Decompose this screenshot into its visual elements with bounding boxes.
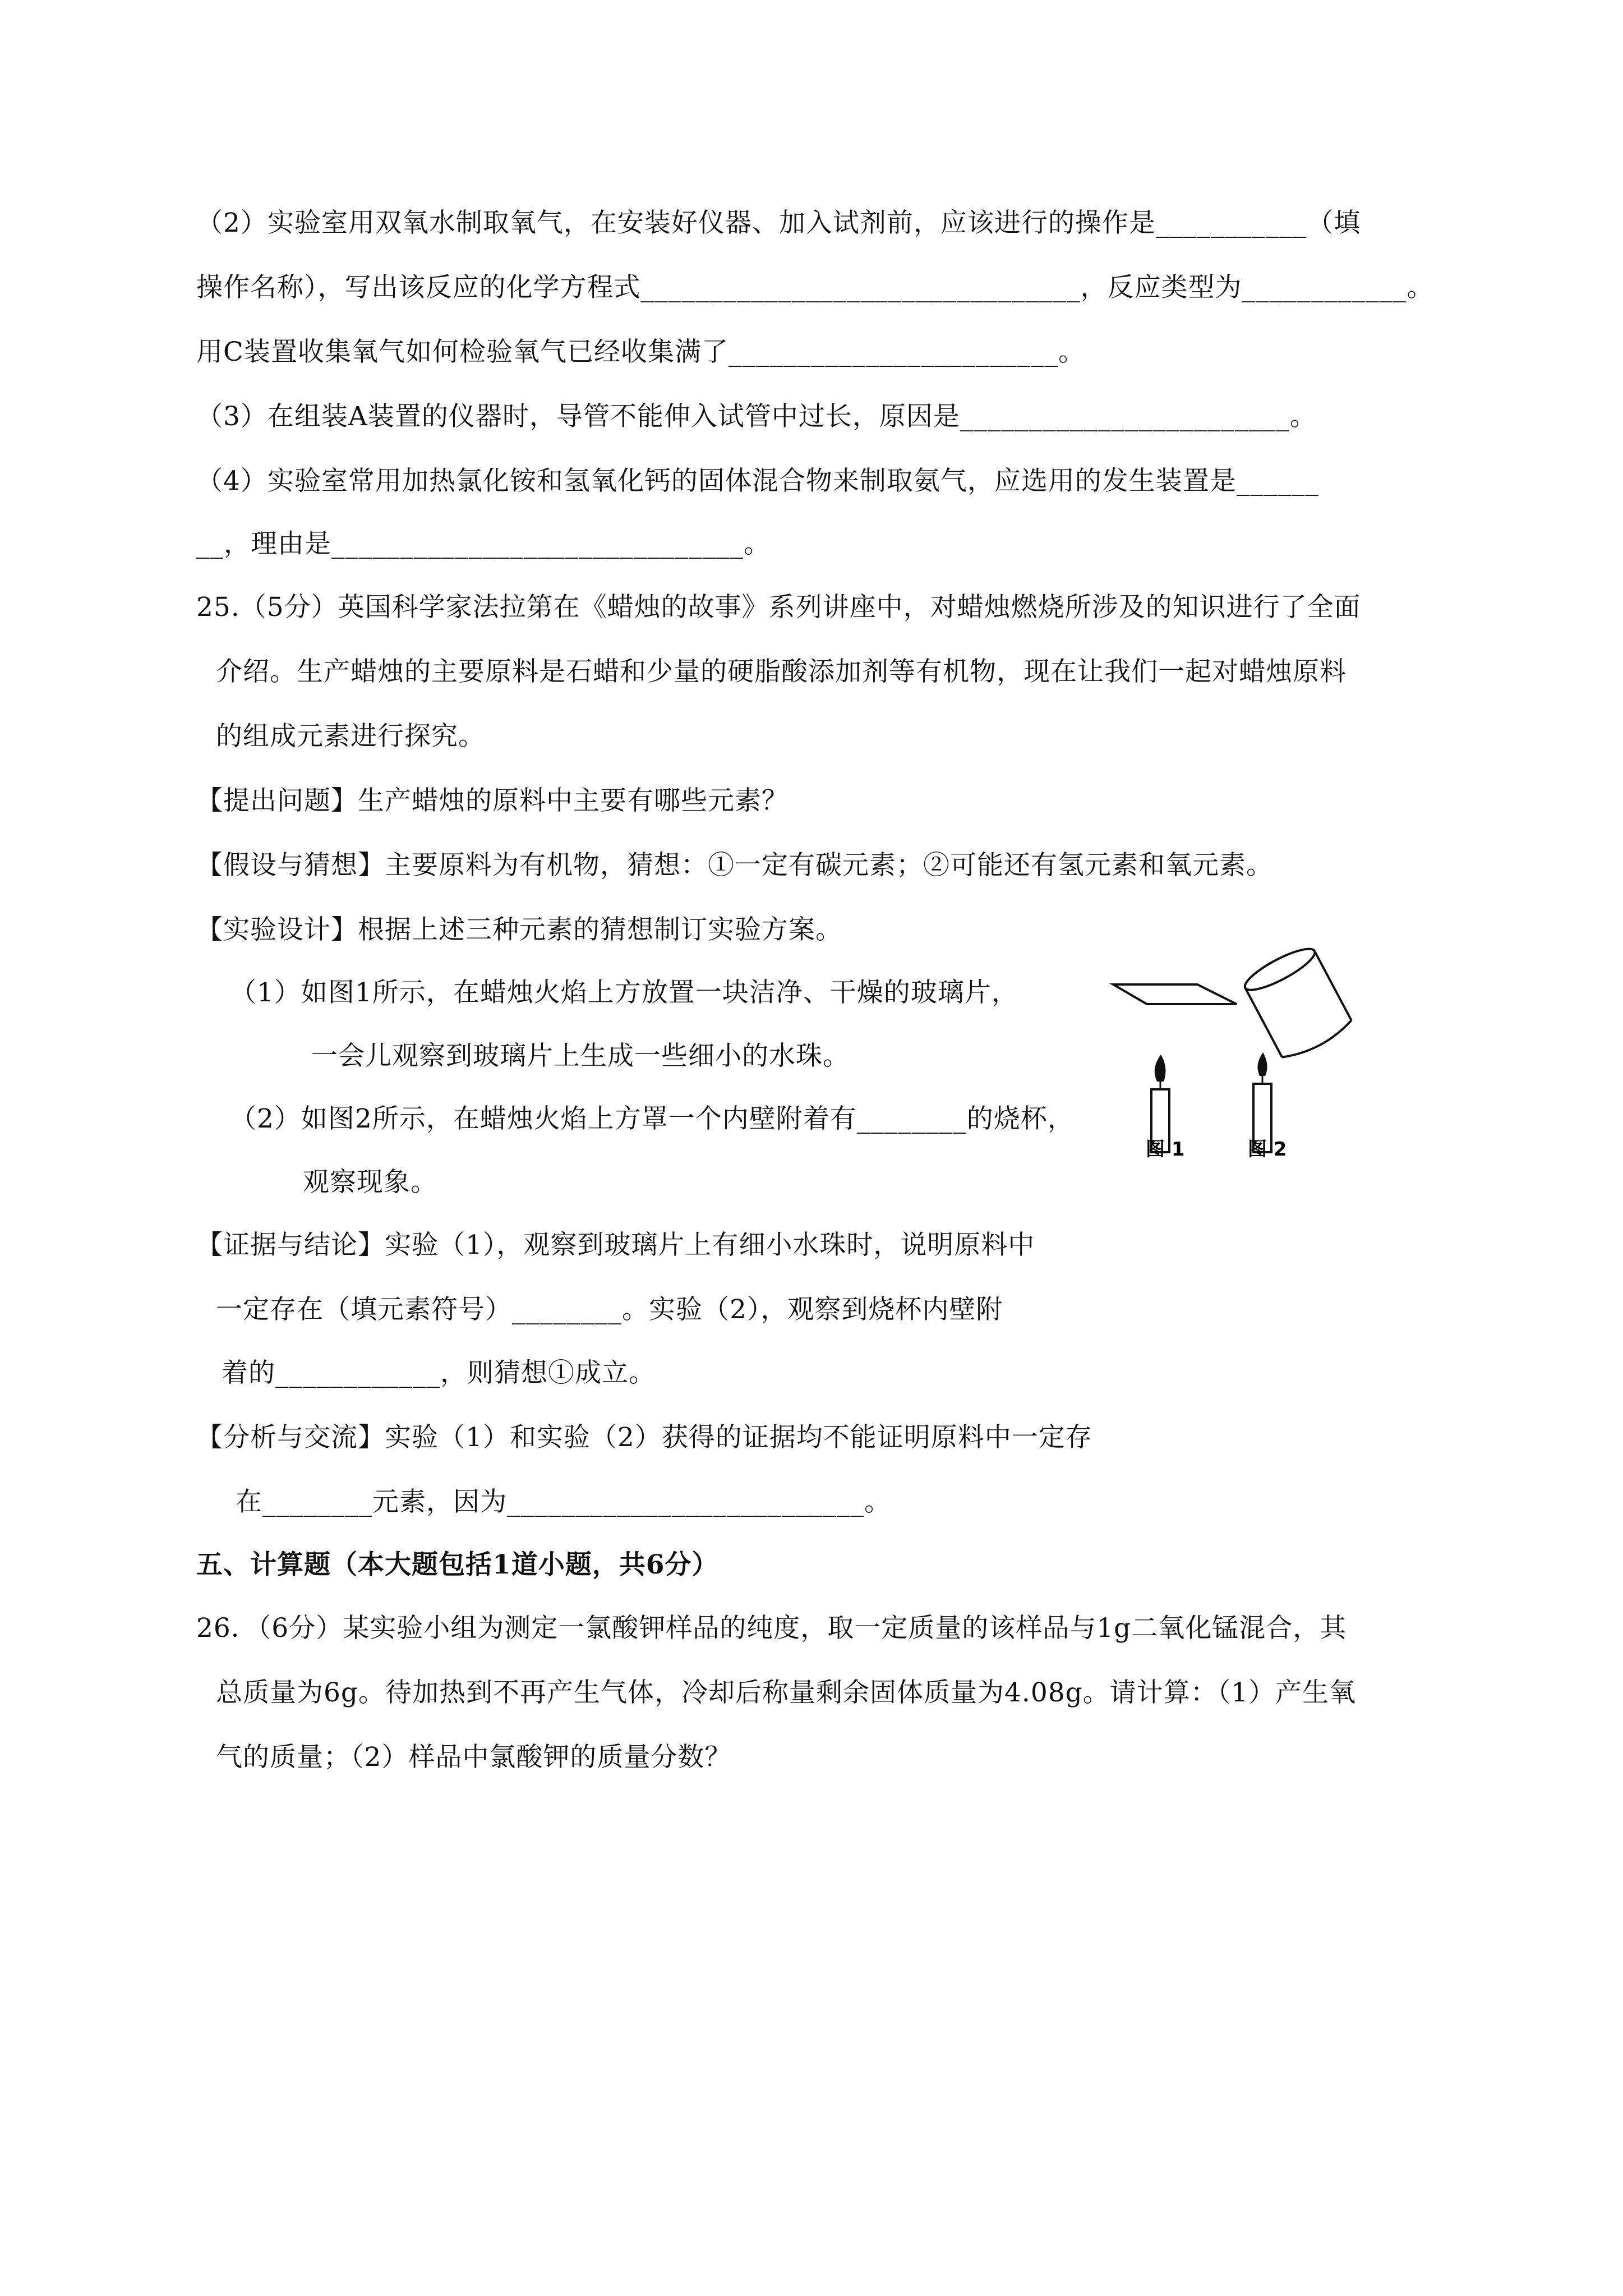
q25-evidence-line3: 着的____________，则猜想①成立。 <box>222 1358 656 1388</box>
q25-design: 【实验设计】根据上述三种元素的猜想制订实验方案。 <box>196 914 842 945</box>
q25-exp1-line1: （1）如图1所示，在蜡烛火焰上方放置一块洁净、干燥的玻璃片， <box>230 977 1018 1008</box>
q24-part4-line2: __，理由是______________________________。 <box>196 528 771 559</box>
candle-figures-svg <box>1108 942 1467 1167</box>
beaker <box>1241 942 1355 1064</box>
q25-evidence-line2: 一定存在（填元素符号）________。实验（2），观察到烧杯内壁附 <box>216 1294 1003 1325</box>
q25-intro-line2: 介绍。生产蜡烛的主要原料是石蜡和少量的硬脂酸添加剂等有机物，现在让我们一起对蜡烛原料 <box>216 656 1347 687</box>
q26-line3: 气的质量；（2）样品中氯酸钾的质量分数？ <box>216 1742 732 1773</box>
q26-line2: 总质量为6g。待加热到不再产生气体，冷却后称量剩余固体质量为4.08g。请计算：（1）产生氧 <box>216 1677 1357 1708</box>
q25-exp2-line2: 观察现象。 <box>303 1167 437 1198</box>
q25-hypothesis: 【假设与猜想】主要原料为有机物，猜想：①一定有碳元素；②可能还有氢元素和氧元素。 <box>196 850 1273 881</box>
q26-line1: 26．（6分）某实验小组为测定一氯酸钾样品的纯度，取一定质量的该样品与1g二氧化锰混合，其 <box>196 1613 1347 1644</box>
q25-evidence-line1: 【证据与结论】实验（1），观察到玻璃片上有细小水珠时，说明原料中 <box>196 1230 1035 1260</box>
q25-analysis-line1: 【分析与交流】实验（1）和实验（2）获得的证据均不能证明原料中一定存 <box>196 1422 1092 1453</box>
q25-question: 【提出问题】生产蜡烛的原料中主要有哪些元素？ <box>196 785 789 816</box>
q25-intro-line3: 的组成元素进行探究。 <box>216 721 485 752</box>
q25-exp1-line2: 一会儿观察到玻璃片上生成一些细小的水珠。 <box>311 1041 850 1071</box>
q25-intro-line1: 25.（5分）英国科学家法拉第在《蜡烛的故事》系列讲座中，对蜡烛燃烧所涉及的知识进行了全面 <box>196 592 1361 623</box>
candle2-flame <box>1257 1052 1267 1076</box>
q24-part2-line1: （2）实验室用双氧水制取氧气，在安装好仪器、加入试剂前，应该进行的操作是___________（填 <box>196 208 1361 238</box>
figure2-label: 图 2 <box>1248 1138 1287 1161</box>
q25-analysis-line2: 在________元素，因为__________________________。 <box>236 1487 891 1517</box>
q24-part2-line2: 操作名称），写出该反应的化学方程式________________________________，反应类型为____________。 <box>196 272 1434 303</box>
section-5-heading: 五、计算题（本大题包括1道小题，共6分） <box>196 1549 719 1580</box>
q25-exp2-line1: （2）如图2所示，在蜡烛火焰上方罩一个内壁附着有________的烧杯， <box>230 1103 1075 1134</box>
q24-part2-line3: 用C装置收集氧气如何检验氧气已经收集满了________________________。 <box>196 337 1085 367</box>
q24-part3: （3）在组装A装置的仪器时，导管不能伸入试管中过长，原因是________________________。 <box>196 401 1317 432</box>
glass-plate <box>1113 984 1237 1004</box>
figure1-label: 图 1 <box>1146 1138 1185 1161</box>
q24-part4-line1: （4）实验室常用加热氯化铵和氢氧化钙的固体混合物来制取氨气，应选用的发生装置是______ <box>196 466 1319 496</box>
candle-experiment-figure <box>1108 942 1467 1167</box>
candle1-flame <box>1155 1055 1166 1082</box>
